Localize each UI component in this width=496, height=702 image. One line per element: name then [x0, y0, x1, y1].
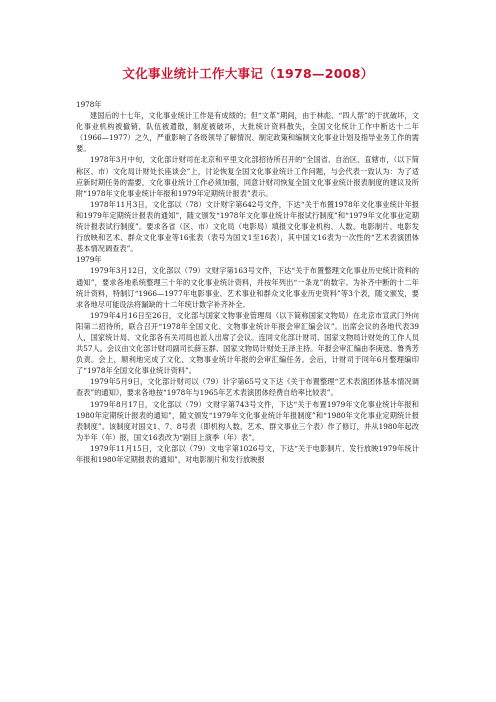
- year-heading: 1979年: [76, 255, 102, 265]
- paragraph: 建国后的十七年，文化事业统计工作是有成绩的；但“文革”期间，由于林彪、“四人帮”的干扰破坏，文化事业机构被撤销，队伍被遣散，制度被破坏，大批统计资料散失，全国文化统计工作中断达十二年（1966—1977）之久，严重影响了各级领导了解情况、制定政策和编制文化事业计划及指导业务工作的需要。: [76, 111, 419, 154]
- page-title: 文化事业统计工作大事记（1978—2008）: [122, 66, 374, 81]
- paragraph: 1979年8月17日，文化部以（79）文财字第743号文件，下达“关于布置1979年文化事业统计年报和1980年定期统计报表的通知”，随文颁发“1979年文化事业统计年报制度”和“1980年文化事业定期统计报表制度”。该制度对国文1、7、8号表（即机构人数、艺术、群文事业三个表）作了修订，并从1980年起改为半年（年）报，国文16表改为“剧目上演季（年）表”。: [76, 399, 419, 442]
- paragraph: 1979年5月9日，文化部计财司以（79）计字第65号文下达《关于布置整理“艺术表演团体基本情况调查表”的通知》，要求各地按“1978年与1965年艺术表演团体经费自给率比较表”。: [76, 377, 419, 398]
- paragraph: 1979年3月12日，文化部以（79）文财字第163号文件，下达“关于布置整理文化事业历史统计资料的通知”，要求各地系统整理三十年的文化事业统计资料，并按年列出“一条龙”的数字。为补齐中断的十二年统计资料，特制订“1966—1977年电影事业、艺术事业和群众文化事业历史资料”等3个表，随文颁发，要求各地尽可能设法将漏缺的十二年统计数字补齐补全。: [76, 266, 419, 309]
- paragraph: 1979年11月15日，文化部以（79）文电字第1026号文，下达“关于电影制片、发行放映1979年统计年报和1980年定期报表的通知”，对电影制片和发行放映报: [76, 443, 419, 464]
- year-heading: 1978年: [76, 100, 102, 109]
- paragraph: 1978年11月3日，文化部以（78）文计财字第642号文件，下达“关于布置1978年文化事业统计年报和1979年定期统计报表的通知”，随文颁发“1978年文化事业统计年报试行制度”和“1979年文化事业定期统计报表试行制度”。要求各省（区、市）文化局（电影局）填报文化事业机构、人数、电影制片、电影发行放映和艺术、群众文化事业等16张表（表号为国文1至16表），其中国文16表为一次性的“艺术表演团体基本情况调查表”。: [76, 199, 419, 254]
- paragraph: 1978年3月中旬，文化部计财司在北京和平里文化部招待所召开的“全国省、自治区、直辖市，（以下简称区、市）文化局计财处长座谈会”上，讨论恢复全国文化事业统计工作问题，与会代表一致认为：为了适应新时期任务的需要，文化事业统计工作必须加强，同意计财司恢复全国文化事业统计报表制度的建议及所附“1978年文化事业统计年报和1979年定期统计报表”表示。: [76, 155, 419, 198]
- paragraph: 1979年4月16日至26日，文化部与国家文物事业管理局（以下简称国家文物局）在北京市宣武门外向阳第二招待所，联合召开“1978年全国文化、文物事业统计年报会审汇编会议”。出席会议的各地代表39人，国家统计局、文化部各有关司局也派人出席了会议。连同文化部计财司、国家文物局计财处的工作人员共57人。会议由文化部计财司副司长薛玉群、国家文物局计财处王泽主持。年报会审汇编由李庚选、鲁秀芳负责。会上，顺利地完成了文化、文物事业统计年报的会审汇编任务。会后，计财司于同年6月整理编印了“1978年全国文化事业统计资料”。: [76, 310, 419, 376]
- document-body: [76, 99, 419, 465]
